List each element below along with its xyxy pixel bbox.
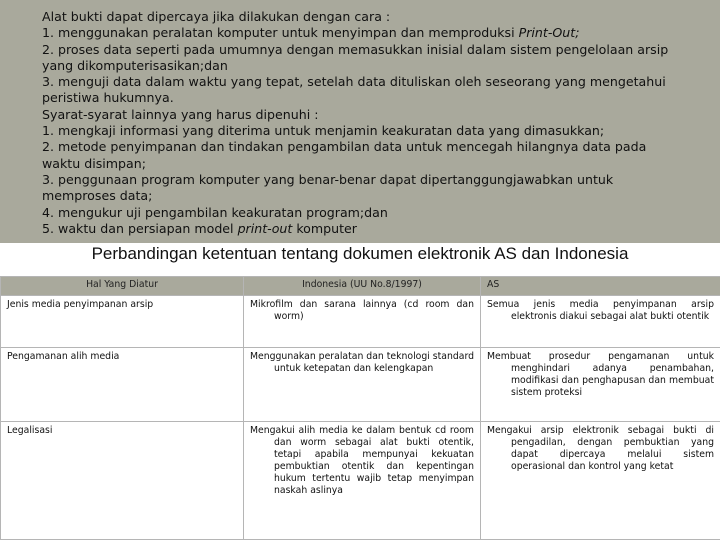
intro-line: 5. waktu dan persiapan model print-out komputer — [42, 220, 357, 236]
cell-as: Semua jenis media penyimpanan arsip elektronis diakui sebagai alat bukti otentik — [481, 296, 720, 348]
cell-indonesia: Menggunakan peralatan dan teknologi standard untuk ketepatan dan kelengkapan — [244, 348, 481, 422]
table-row — [1, 348, 720, 422]
column-header-indonesia: Indonesia (UU No.8/1997) — [244, 277, 481, 296]
intro-line: peristiwa hukumnya. — [42, 90, 174, 106]
intro-line: waktu disimpan; — [42, 155, 146, 171]
cell-indonesia: Mengakui alih media ke dalam bentuk cd room dan worm sebagai alat bukti otentik, tetapi apabila mempunyai kekuatan pembuktian otentik dan kepentingan hukum tertentu wajib tetap menyimpan naskah aslinya — [244, 422, 481, 540]
cell-indonesia: Mikrofilm dan sarana lainnya (cd room dan worm) — [244, 296, 481, 348]
cell-topic: Jenis media penyimpanan arsip — [1, 296, 244, 348]
intro-line: 1. menggunakan peralatan komputer untuk menyimpan dan memproduksi Print-Out; — [42, 25, 580, 41]
intro-line: 4. mengukur uji pengambilan keakuratan program;dan — [42, 204, 388, 220]
cell-as: Membuat prosedur pengamanan untuk menghindari adanya penambahan, modifikasi dan penghapusan dan membuat sistem proteksi — [481, 348, 720, 422]
intro-line: 2. metode penyimpanan dan tindakan pengambilan data untuk mencegah hilangnya data pada — [42, 139, 647, 155]
italic-term: Print-Out; — [518, 25, 580, 41]
page-title: Perbandingan ketentuan tentang dokumen elektronik AS dan Indonesia — [91, 244, 629, 263]
intro-line: yang dikomputerisasikan;dan — [42, 57, 228, 73]
table-row — [1, 422, 720, 540]
table-row — [1, 296, 720, 348]
intro-line: Syarat-syarat lainnya yang harus dipenuhi : — [42, 106, 319, 122]
intro-text-block — [42, 9, 692, 237]
cell-topic: Legalisasi — [1, 422, 244, 540]
intro-line: 3. menguji data dalam waktu yang tepat, setelah data dituliskan oleh seseorang yang mengetahui — [42, 74, 666, 90]
intro-line: memproses data; — [42, 188, 153, 204]
cell-topic: Pengamanan alih media — [1, 348, 244, 422]
table-header-row — [1, 277, 720, 296]
intro-line: 1. mengkaji informasi yang diterima untuk menjamin keakuratan data yang dimasukkan; — [42, 123, 605, 139]
cell-as: Mengakui arsip elektronik sebagai bukti di pengadilan, dengan pembuktian yang dapat dipercaya melalui sistem operasional dan kontrol yang ketat — [481, 422, 720, 540]
intro-line: Alat bukti dapat dipercaya jika dilakukan dengan cara : — [42, 9, 391, 24]
italic-term: print-out — [237, 220, 293, 236]
intro-line: 2. proses data seperti pada umumnya dengan memasukkan inisial dalam sistem pengelolaan arsip — [42, 41, 669, 57]
intro-line: 3. penggunaan program komputer yang benar-benar dapat dipertanggungjawabkan untuk — [42, 171, 614, 187]
comparison-table — [0, 276, 720, 540]
column-header-as: AS — [481, 277, 720, 296]
column-header-topic: Hal Yang Diatur — [1, 277, 244, 296]
